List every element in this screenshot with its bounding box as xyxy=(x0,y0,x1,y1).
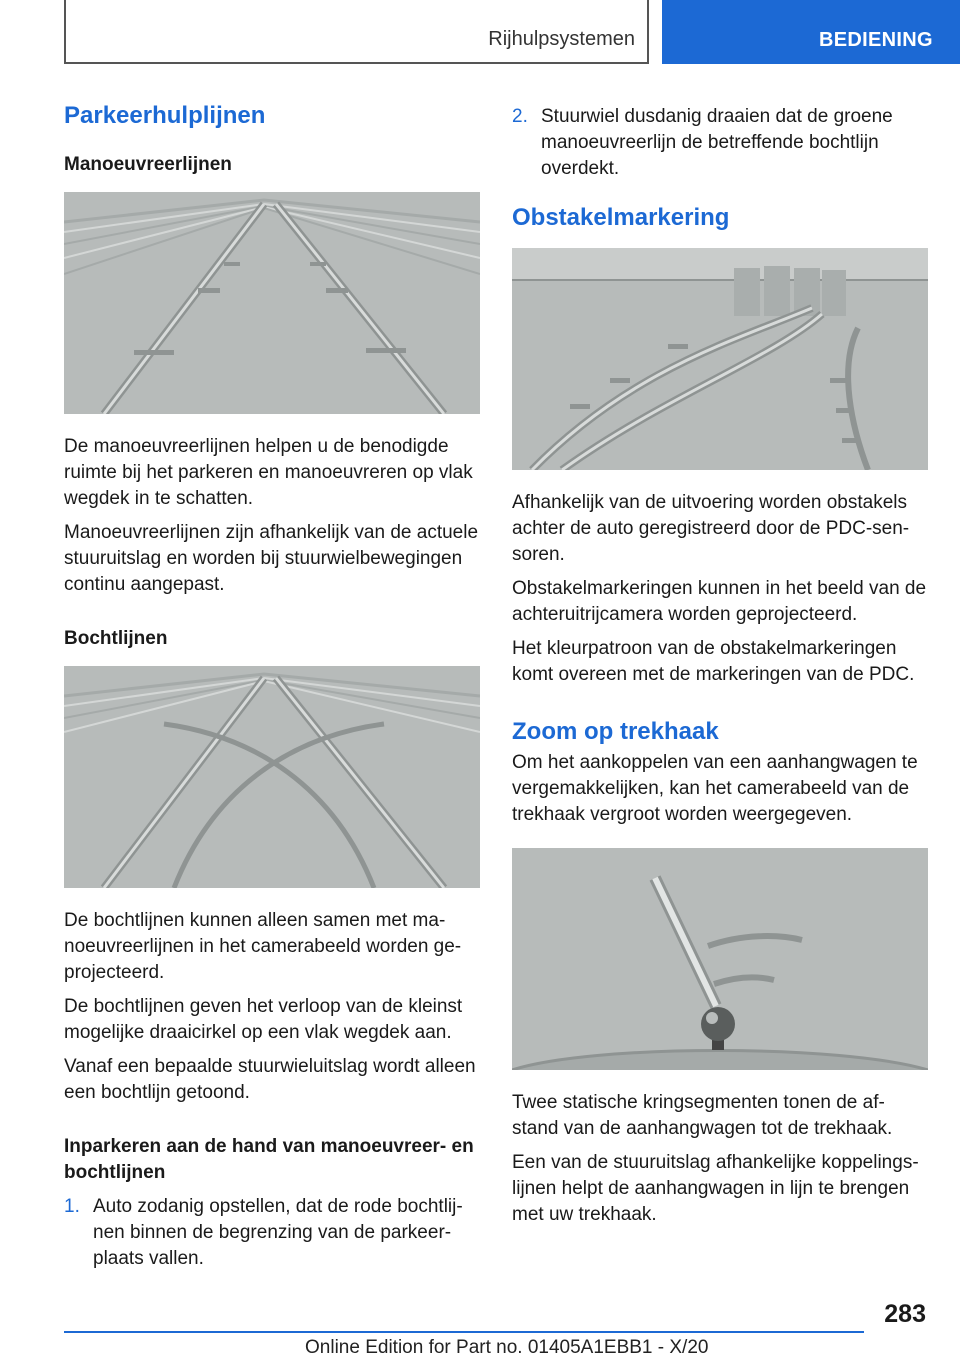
paragraph: Manoeuvreerlijnen zijn afhankelijk van de actuele stuuruitslag en worden bij stuurwielbewegingen continu aangepast. xyxy=(64,522,479,595)
header-tab xyxy=(662,0,960,64)
steps-list-left xyxy=(64,1194,482,1272)
heading-parkeerhulplijnen: Parkeerhulplijnen xyxy=(64,102,266,129)
left-column xyxy=(64,100,482,1280)
heading-zoom-op-trekhaak: Zoom op trekhaak xyxy=(512,718,719,745)
paragraph: Om het aankoppelen van een aanhangwagen te vergemakkelijken, kan het camerabeeld van de trekhaak vergroot worden weergegeven. xyxy=(512,752,918,825)
page-number: 283 xyxy=(884,1300,926,1328)
footer-edition: Online Edition for Part no. 01405A1EBB1 - X/20 xyxy=(305,1337,709,1358)
paragraph: Een van de stuuruitslag afhankelijke koppelings‐ lijnen helpt de aanhangwagen in lijn te brengen met uw trekhaak. xyxy=(512,1152,919,1225)
paragraph: De manoeuvreerlijnen helpen u de benodigde ruimte bij het parkeren en manoeuvreren op vlak wegdek in te schatten. xyxy=(64,436,473,509)
figure-obstakelmarkering xyxy=(512,248,928,470)
list-item xyxy=(64,1194,482,1272)
list-item-number: 1. xyxy=(64,1196,80,1217)
heading-obstakelmarkering: Obstakelmarkering xyxy=(512,204,730,231)
paragraph: De bochtlijnen kunnen alleen samen met ma‐ noeuvreerlijnen in het camerabeeld worden ge‐ projecteerd. xyxy=(64,910,462,983)
list-item-text: Auto zodanig opstellen, dat de rode bochtlij‐ nen binnen de begrenzing van de parkeer‐ plaats vallen. xyxy=(93,1196,463,1269)
list-item-number: 2. xyxy=(512,106,528,127)
subheading-inparkeren: Inparkeren aan de hand van manoeuvreer‐ en bochtlijnen xyxy=(64,1136,474,1183)
right-column xyxy=(512,104,930,1236)
list-item xyxy=(512,104,930,182)
subheading-manoeuvreerlijnen: Manoeuvreerlijnen xyxy=(64,154,232,175)
paragraph: Vanaf een bepaalde stuurwieluitslag wordt alleen een bochtlijn getoond. xyxy=(64,1056,476,1103)
header-tab-label: BEDIENING xyxy=(819,29,933,51)
footer-rule xyxy=(64,1331,864,1333)
paragraph: Twee statische kringsegmenten tonen de af‐ stand van de aanhangwagen tot de trekhaak. xyxy=(512,1092,893,1139)
figure-bochtlijnen xyxy=(64,666,480,888)
figure-manoeuvreerlijnen xyxy=(64,192,480,414)
subheading-bochtlijnen: Bochtlijnen xyxy=(64,628,168,649)
figure-trekhaak xyxy=(512,848,928,1070)
list-item-text: Stuurwiel dusdanig draaien dat de groene manoeuvreerlijn de betreffende bochtlijn overdekt. xyxy=(541,106,893,179)
paragraph: De bochtlijnen geven het verloop van de kleinst mogelijke draaicirkel op een vlak wegdek aan. xyxy=(64,996,463,1043)
steps-list-right xyxy=(512,104,930,182)
paragraph: Het kleurpatroon van de obstakelmarkeringen komt overeen met de markeringen van de PDC. xyxy=(512,638,915,685)
paragraph: Obstakelmarkeringen kunnen in het beeld van de achteruitrijcamera worden geprojecteerd. xyxy=(512,578,927,625)
paragraph: Afhankelijk van de uitvoering worden obstakels achter de auto geregistreerd door de PDC-sen‐ soren. xyxy=(512,492,910,565)
header-section-title: Rijhulpsystemen xyxy=(488,28,635,50)
